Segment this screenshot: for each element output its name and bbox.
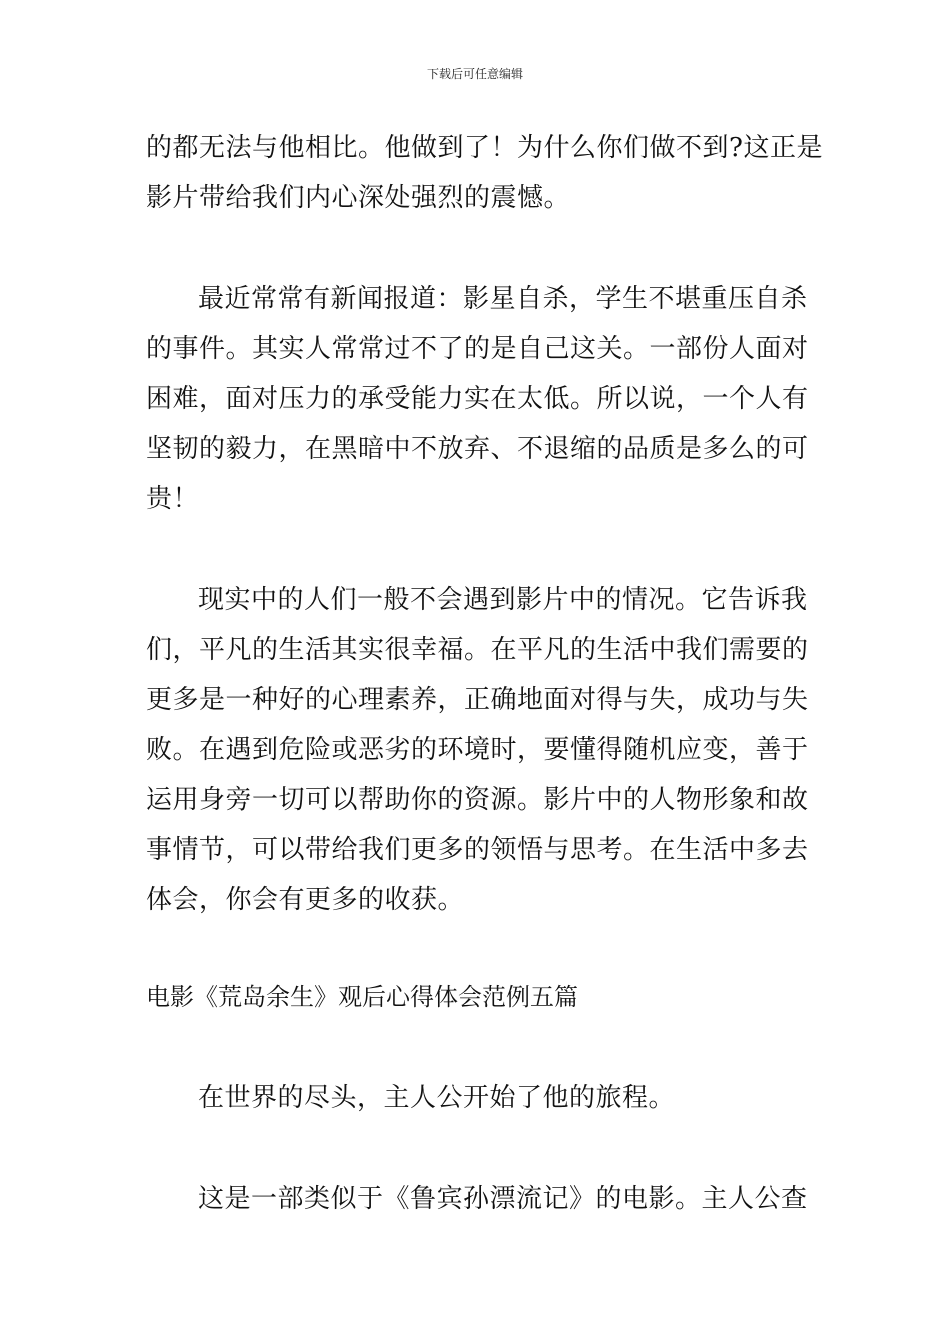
paragraph-first-line: 这是一部类似于《鲁宾孙漂流记》的电影。主人公查: [198, 1184, 808, 1214]
text-line: 坚韧的毅力，在黑暗中不放弃、不退缩的品质是多么的可: [146, 434, 809, 464]
text-line: 的事件。其实人常常过不了的是自己这关。一部份人面对: [146, 334, 809, 364]
text-line: 的都无法与他相比。他做到了！为什么你们做不到?这正是: [146, 133, 823, 163]
text-line: 败。在遇到危险或恶劣的环境时，要懂得随机应变，善于: [146, 735, 809, 765]
text-line: 困难，面对压力的承受能力实在太低。所以说，一个人有: [146, 384, 809, 414]
text-line: 更多是一种好的心理素养，正确地面对得与失，成功与失: [146, 685, 809, 715]
text-line: 们，平凡的生活其实很幸福。在平凡的生活中我们需要的: [146, 635, 809, 665]
text-line: 贵！: [146, 484, 200, 514]
paragraph-first-line: 最近常常有新闻报道：影星自杀，学生不堪重压自杀: [198, 284, 808, 314]
text-line: 体会，你会有更多的收获。: [146, 885, 465, 915]
text-line: 影片带给我们内心深处强烈的震憾。: [146, 183, 571, 213]
text-line: 运用身旁一切可以帮助你的资源。影片中的人物形象和故: [146, 785, 809, 815]
paragraph-first-line: 现实中的人们一般不会遇到影片中的情况。它告诉我: [198, 585, 808, 615]
paragraph-first-line: 在世界的尽头，主人公开始了他的旅程。: [198, 1083, 676, 1113]
text-line: 事情节，可以带给我们更多的领悟与思考。在生活中多去: [146, 835, 809, 865]
page-header: 下载后可任意编辑: [426, 67, 523, 81]
section-heading: 电影《荒岛余生》观后心得体会范例五篇: [146, 983, 578, 1011]
